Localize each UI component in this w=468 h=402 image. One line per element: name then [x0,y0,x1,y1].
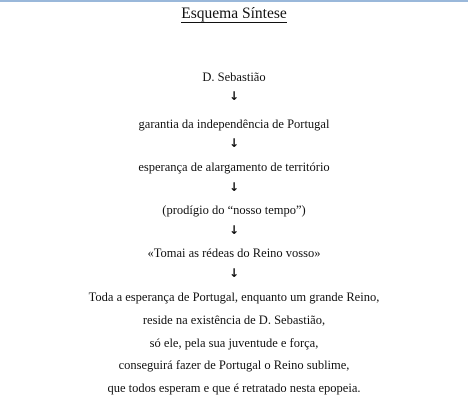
conclusion-line-2: reside na existência de D. Sebastião, [142,313,326,327]
flow-step-4: (prodígio do “nosso tempo”) [162,203,306,217]
flow-step-2: garantia da independência de Portugal [138,117,330,131]
down-arrow-icon: ↓ [228,180,240,194]
page-title-text: Esquema Síntese [181,5,287,22]
top-border [0,0,468,2]
down-arrow-icon: ↓ [228,266,240,280]
flow-step-5: «Tomai as rédeas do Reino vosso» [147,246,321,260]
down-arrow-icon: ↓ [228,89,240,103]
flow-step-1: D. Sebastião [202,70,266,84]
conclusion-line-5: que todos esperam e que é retratado nesta epopeia. [107,381,361,395]
flow-step-3: esperança de alargamento de território [138,160,330,174]
conclusion-line-4: conseguirá fazer de Portugal o Reino sublime, [118,358,350,372]
conclusion-line-1: Toda a esperança de Portugal, enquanto um grande Reino, [88,290,380,304]
conclusion-line-3: só ele, pela sua juventude e força, [149,336,319,350]
down-arrow-icon: ↓ [228,223,240,237]
down-arrow-icon: ↓ [228,136,240,150]
page-title [0,5,468,23]
